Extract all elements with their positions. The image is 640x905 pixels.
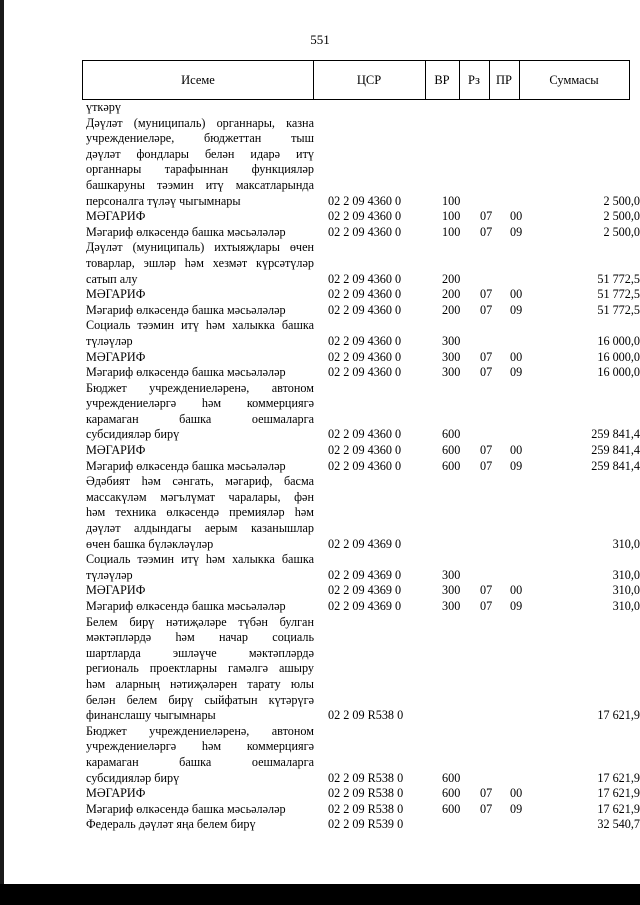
table-row bbox=[0, 583, 640, 599]
row-sum: 259 841,4 bbox=[591, 427, 640, 442]
row-name-line: персоналга түләү чыгымнары bbox=[86, 193, 241, 208]
row-csr: 02 2 09 4360 0 bbox=[328, 224, 402, 239]
row-name-line: дәүләт фондлары белән идарә итү bbox=[86, 146, 314, 161]
row-vr bbox=[442, 817, 478, 833]
row-name-line: МӘГАРИФ bbox=[86, 443, 146, 458]
row-name bbox=[86, 786, 314, 802]
row-rz: 07 bbox=[480, 599, 493, 613]
row-rz bbox=[480, 427, 510, 443]
row-sum: 32 540,7 bbox=[597, 817, 640, 832]
row-name bbox=[86, 724, 314, 786]
row-pr: 00 bbox=[510, 287, 523, 302]
table-row bbox=[0, 615, 640, 724]
row-name-line: Бюджет учреждениеләренә, автоном bbox=[86, 723, 314, 738]
row-name-line: МӘГАРИФ bbox=[86, 209, 146, 224]
row-csr: 02 2 09 4360 0 bbox=[328, 427, 402, 442]
row-pr bbox=[510, 771, 540, 787]
page-number: 551 bbox=[310, 32, 330, 47]
row-name bbox=[86, 287, 314, 303]
header-pr: ПР bbox=[496, 73, 512, 87]
row-name bbox=[86, 459, 314, 475]
row-rz: 07 bbox=[480, 365, 493, 380]
row-sum bbox=[540, 100, 640, 116]
row-pr: 00 bbox=[510, 786, 523, 801]
row-name-line: шартларда эшләүче мәктәпләрдә bbox=[86, 645, 314, 660]
row-name-line: Мәгариф өлкәсендә башка мәсьәләләр bbox=[86, 365, 286, 380]
row-name bbox=[86, 350, 314, 366]
row-sum: 2 500,0 bbox=[603, 209, 640, 224]
table-row bbox=[0, 443, 640, 459]
table-row bbox=[0, 474, 640, 552]
row-name-line: Мәгариф өлкәсендә башка мәсьәләләр bbox=[86, 458, 286, 473]
row-name-line: Белем бирү нәтиҗәләре түбән булган bbox=[86, 614, 314, 629]
table-row bbox=[0, 552, 640, 583]
row-pr bbox=[510, 568, 540, 584]
row-sum: 51 772,5 bbox=[597, 287, 640, 302]
row-sum: 17 621,9 bbox=[597, 708, 640, 723]
row-sum: 16 000,0 bbox=[597, 365, 640, 380]
row-pr: 00 bbox=[510, 209, 523, 224]
row-name-line: карамаган башка оешмаларга bbox=[86, 754, 314, 769]
row-name-line: Мәгариф өлкәсендә башка мәсьәләләр bbox=[86, 801, 286, 816]
row-csr: 02 2 09 R538 0 bbox=[328, 786, 404, 801]
table-row bbox=[0, 350, 640, 366]
row-vr: 100 bbox=[442, 209, 461, 224]
row-name-line: учреждениеләргә һәм коммерциягә bbox=[86, 739, 314, 754]
table-row bbox=[0, 786, 640, 802]
row-pr: 00 bbox=[510, 583, 523, 598]
row-name bbox=[86, 318, 314, 349]
row-pr: 09 bbox=[510, 801, 523, 816]
row-sum: 17 621,9 bbox=[597, 801, 640, 816]
row-name bbox=[86, 443, 314, 459]
row-sum: 51 772,5 bbox=[597, 271, 640, 286]
row-name-line: Дәүләт (муниципаль) ихтыяҗлары өчен bbox=[86, 240, 314, 255]
row-name-line: субсидияләр бирү bbox=[86, 427, 180, 442]
table-row bbox=[0, 318, 640, 349]
table-row bbox=[0, 599, 640, 615]
row-csr: 02 2 09 4369 0 bbox=[328, 599, 402, 613]
row-rz bbox=[480, 771, 510, 787]
row-name-line: белән белем бирү сыйфатын күтәрүгә bbox=[86, 692, 314, 707]
row-rz bbox=[480, 537, 510, 553]
row-vr: 200 bbox=[442, 271, 461, 286]
row-csr: 02 2 09 4360 0 bbox=[328, 302, 402, 317]
row-sum: 259 841,4 bbox=[591, 458, 640, 473]
row-sum: 17 621,9 bbox=[597, 770, 640, 785]
row-sum: 16 000,0 bbox=[597, 349, 640, 364]
row-csr: 02 2 09 4360 0 bbox=[328, 209, 402, 224]
row-name bbox=[86, 100, 314, 116]
row-vr: 600 bbox=[442, 770, 461, 785]
row-pr: 00 bbox=[510, 349, 523, 364]
row-sum: 310,0 bbox=[612, 583, 640, 598]
row-csr: 02 2 09 4369 0 bbox=[328, 536, 402, 551]
row-sum: 310,0 bbox=[612, 599, 640, 613]
row-csr: 02 2 09 R538 0 bbox=[328, 708, 404, 723]
table-row bbox=[0, 365, 640, 381]
row-pr: 09 bbox=[510, 599, 523, 613]
row-csr: 02 2 09 4360 0 bbox=[328, 365, 402, 380]
row-rz bbox=[480, 194, 510, 210]
row-name-line: өчен башка бүләкләүләр bbox=[86, 536, 214, 551]
row-rz: 07 bbox=[480, 287, 493, 302]
row-rz: 07 bbox=[480, 801, 493, 816]
row-pr bbox=[510, 537, 540, 553]
row-name bbox=[86, 116, 314, 210]
row-name-line: Мәгариф өлкәсендә башка мәсьәләләр bbox=[86, 599, 286, 613]
header-rz: Рз bbox=[468, 73, 480, 87]
header-sum: Суммасы bbox=[549, 73, 599, 87]
table-row bbox=[0, 817, 640, 833]
row-vr: 300 bbox=[442, 333, 461, 348]
row-name-line: Дәүләт (муниципаль) органнары, казна bbox=[86, 115, 314, 130]
row-rz bbox=[480, 568, 510, 584]
row-rz: 07 bbox=[480, 302, 493, 317]
row-name-line: МӘГАРИФ bbox=[86, 287, 146, 302]
row-pr: 00 bbox=[510, 443, 523, 458]
row-vr: 100 bbox=[442, 224, 461, 239]
table-row bbox=[0, 209, 640, 225]
budget-table-body bbox=[0, 100, 640, 833]
row-name-line: МӘГАРИФ bbox=[86, 349, 146, 364]
row-rz: 07 bbox=[480, 583, 493, 598]
row-sum: 2 500,0 bbox=[603, 193, 640, 208]
row-vr: 600 bbox=[442, 786, 461, 801]
row-name bbox=[86, 240, 314, 287]
row-csr: 02 2 09 4360 0 bbox=[328, 443, 402, 458]
row-pr bbox=[510, 272, 540, 288]
row-name-line: МӘГАРИФ bbox=[86, 786, 146, 801]
row-pr: 09 bbox=[510, 224, 523, 239]
row-name-line: мәктәпләрдә һәм начар социаль bbox=[86, 630, 314, 645]
row-name-line: региональ проектларны гамәлгә ашыру bbox=[86, 661, 314, 676]
row-name-line: массакүләм мәгълүмат чаралары, фән bbox=[86, 489, 314, 504]
row-name bbox=[86, 381, 314, 443]
row-csr: 02 2 09 4360 0 bbox=[328, 458, 402, 473]
row-name bbox=[86, 474, 314, 552]
row-name-line: учреждениеләргә һәм коммерциягә bbox=[86, 396, 314, 411]
row-csr: 02 2 09 R538 0 bbox=[328, 770, 404, 785]
row-name bbox=[86, 583, 314, 599]
header-csr: ЦСР bbox=[356, 73, 382, 87]
row-name-line: учреждениеләре, бюджеттан тыш bbox=[86, 131, 314, 146]
row-rz bbox=[480, 817, 510, 833]
row-pr bbox=[510, 100, 540, 116]
row-vr: 600 bbox=[442, 458, 461, 473]
row-sum: 310,0 bbox=[612, 536, 640, 551]
row-csr: 02 2 09 4360 0 bbox=[328, 349, 402, 364]
row-name bbox=[86, 365, 314, 381]
row-rz bbox=[480, 272, 510, 288]
row-rz: 07 bbox=[480, 349, 493, 364]
header-vr: ВР bbox=[434, 73, 450, 87]
row-sum: 2 500,0 bbox=[603, 224, 640, 239]
row-sum: 17 621,9 bbox=[597, 786, 640, 801]
row-csr: 02 2 09 4369 0 bbox=[328, 567, 402, 582]
row-rz: 07 bbox=[480, 786, 493, 801]
row-csr: 02 2 09 4360 0 bbox=[328, 271, 402, 286]
header-name: Исеме bbox=[181, 73, 215, 87]
row-pr bbox=[510, 708, 540, 724]
row-vr: 200 bbox=[442, 302, 461, 317]
row-vr: 300 bbox=[442, 349, 461, 364]
row-vr: 100 bbox=[442, 193, 461, 208]
row-name bbox=[86, 817, 314, 833]
table-row bbox=[0, 303, 640, 319]
row-vr: 600 bbox=[442, 801, 461, 816]
row-rz: 07 bbox=[480, 458, 493, 473]
row-csr: 02 2 09 4360 0 bbox=[328, 287, 402, 302]
row-name-line: Мәгариф өлкәсендә башка мәсьәләләр bbox=[86, 224, 286, 239]
row-pr: 09 bbox=[510, 302, 523, 317]
row-vr: 300 bbox=[442, 583, 461, 598]
row-sum: 310,0 bbox=[612, 567, 640, 582]
row-name-line: дәүләт алдындагы аерым казанышлар bbox=[86, 521, 314, 536]
table-header bbox=[82, 60, 630, 100]
row-name-line: Мәгариф өлкәсендә башка мәсьәләләр bbox=[86, 302, 286, 317]
row-vr: 300 bbox=[442, 599, 461, 613]
row-vr bbox=[442, 100, 478, 116]
row-name-line: субсидияләр бирү bbox=[86, 770, 180, 785]
row-rz: 07 bbox=[480, 443, 493, 458]
table-row bbox=[0, 100, 640, 116]
row-rz: 07 bbox=[480, 209, 493, 224]
row-name-line: Бюджет учреждениеләренә, автоном bbox=[86, 380, 314, 395]
row-vr: 300 bbox=[442, 365, 461, 380]
row-name bbox=[86, 225, 314, 241]
scan-bottom-border bbox=[0, 884, 640, 905]
table-row bbox=[0, 802, 640, 818]
row-name-line: башкаруны тәэмин итү максатларында bbox=[86, 177, 314, 192]
row-pr bbox=[510, 817, 540, 833]
row-csr: 02 2 09 4369 0 bbox=[328, 583, 402, 598]
row-name-line: түләүләр bbox=[86, 567, 133, 582]
row-pr: 09 bbox=[510, 365, 523, 380]
row-csr: 02 2 09 4360 0 bbox=[328, 333, 402, 348]
row-sum: 51 772,5 bbox=[597, 302, 640, 317]
row-vr: 300 bbox=[442, 567, 461, 582]
row-name bbox=[86, 615, 314, 724]
row-csr bbox=[328, 100, 432, 116]
table-row bbox=[0, 287, 640, 303]
row-vr bbox=[442, 537, 478, 553]
table-row bbox=[0, 381, 640, 443]
row-vr bbox=[442, 708, 478, 724]
row-rz bbox=[480, 100, 510, 116]
table-row bbox=[0, 240, 640, 287]
row-vr: 600 bbox=[442, 443, 461, 458]
row-name-line: түләүләр bbox=[86, 333, 133, 348]
row-name-line: һәм аларның нәтиҗәләрен тарату юлы bbox=[86, 676, 314, 691]
table-row bbox=[0, 116, 640, 210]
table-row bbox=[0, 225, 640, 241]
row-pr: 09 bbox=[510, 458, 523, 473]
row-pr bbox=[510, 427, 540, 443]
row-name-line: карамаган башка оешмаларга bbox=[86, 411, 314, 426]
row-csr: 02 2 09 4360 0 bbox=[328, 193, 402, 208]
table-row bbox=[0, 724, 640, 786]
row-name-line: үткәрү bbox=[86, 100, 121, 114]
row-name bbox=[86, 303, 314, 319]
row-name bbox=[86, 802, 314, 818]
row-name bbox=[86, 599, 314, 615]
row-csr: 02 2 09 R538 0 bbox=[328, 801, 404, 816]
row-name-line: сатып алу bbox=[86, 271, 138, 286]
row-csr: 02 2 09 R539 0 bbox=[328, 817, 404, 832]
row-vr: 200 bbox=[442, 287, 461, 302]
row-name bbox=[86, 209, 314, 225]
table-row bbox=[0, 459, 640, 475]
row-name-line: Федераль дәүләт яңа белем бирү bbox=[86, 817, 256, 832]
row-rz bbox=[480, 708, 510, 724]
row-sum: 259 841,4 bbox=[591, 443, 640, 458]
row-sum: 16 000,0 bbox=[597, 333, 640, 348]
row-name-line: финанслашу чыгымнары bbox=[86, 708, 216, 723]
row-name-line: органнары тарафыннан функцияләр bbox=[86, 162, 314, 177]
row-pr bbox=[510, 334, 540, 350]
row-rz bbox=[480, 334, 510, 350]
row-vr: 600 bbox=[442, 427, 461, 442]
row-name bbox=[86, 552, 314, 583]
row-name-line: МӘГАРИФ bbox=[86, 583, 146, 598]
row-name-line: Әдәбият һәм сәнгать, мәгариф, басма bbox=[86, 474, 314, 489]
row-name-line: товарлар, эшләр һәм хезмәт күрсәтүләр bbox=[86, 255, 314, 270]
row-pr bbox=[510, 194, 540, 210]
row-name-line: Социаль тәэмин итү һәм халыкка башка bbox=[86, 318, 314, 333]
row-name-line: Социаль тәэмин итү һәм халыкка башка bbox=[86, 552, 314, 567]
row-rz: 07 bbox=[480, 224, 493, 239]
row-name-line: һәм техника өлкәсендә премияләр һәм bbox=[86, 505, 314, 520]
